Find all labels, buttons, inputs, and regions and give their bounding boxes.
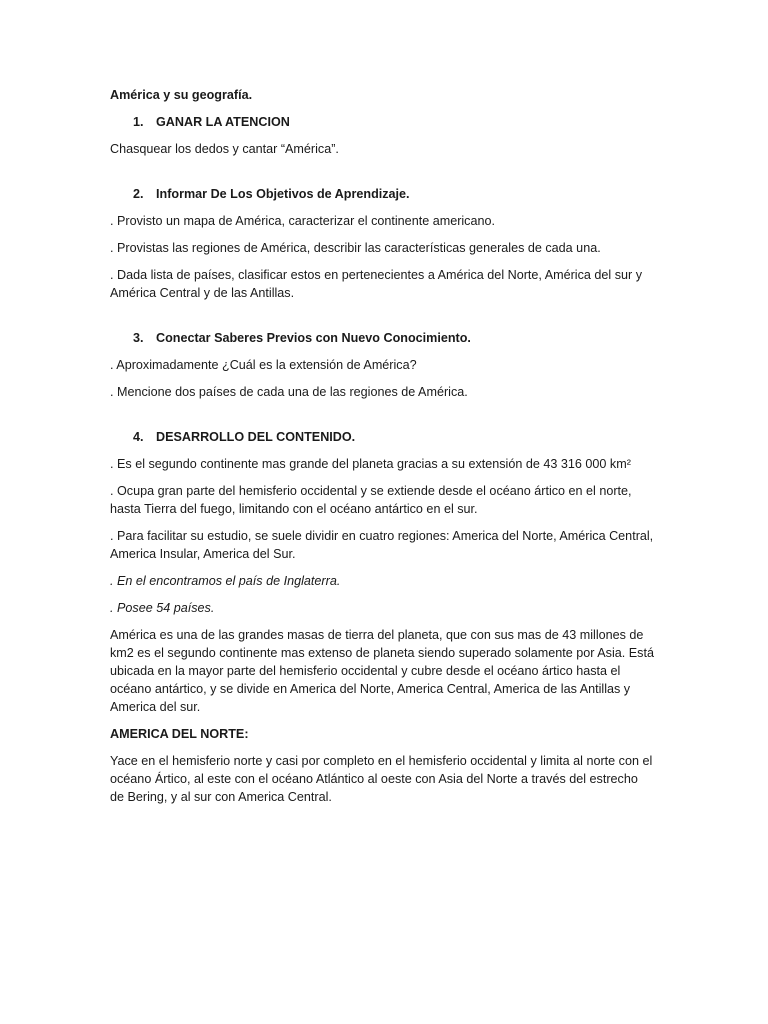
section-3-item: . Mencione dos países de cada una de las regiones de América.	[110, 385, 468, 399]
section-3-item: . Aproximadamente ¿Cuál es la extensión de América?	[110, 358, 417, 372]
section-4-italic-item: . Posee 54 países.	[110, 601, 215, 615]
document-title: América y su geografía.	[110, 88, 253, 102]
section-4-number: 4.	[133, 430, 144, 444]
north-america-paragraph: Yace en el hemisferio norte y casi por completo en el hemisferio occidental y limita al norte con el océano Ártico, al este con el océano Atlántico al oeste con Asia del Norte a través del estrecho de Bering, y al sur con America Central.	[110, 754, 653, 804]
section-4-title: DESARROLLO DEL CONTENIDO.	[156, 430, 356, 444]
section-1-title: GANAR LA ATENCION	[156, 115, 290, 129]
section-2-title: Informar De Los Objetivos de Aprendizaje.	[156, 187, 410, 201]
section-2-item: . Dada lista de países, clasificar estos en pertenecientes a América del Norte, América del sur y América Central y de las Antillas.	[110, 268, 642, 300]
section-4-item: . Ocupa gran parte del hemisferio occidental y se extiende desde el océano ártico en el norte, hasta Tierra del fuego, limitando con el océano antártico en el sur.	[110, 484, 632, 516]
section-3-heading	[133, 329, 655, 347]
section-4-italic-item: . En el encontramos el país de Inglaterra.	[110, 574, 341, 588]
section-3-number: 3.	[133, 331, 144, 345]
section-4-item: . Es el segundo continente mas grande del planeta gracias a su extensión de 43 316 000 km²	[110, 457, 631, 471]
section-3-title: Conectar Saberes Previos con Nuevo Conocimiento.	[156, 331, 471, 345]
north-america-subheading: AMERICA DEL NORTE:	[110, 727, 249, 741]
section-2-item: . Provisto un mapa de América, caracterizar el continente americano.	[110, 214, 495, 228]
document-page	[110, 86, 655, 815]
section-1-text: Chasquear los dedos y cantar “América”.	[110, 142, 339, 156]
section-2-item: . Provistas las regiones de América, describir las características generales de cada una.	[110, 241, 601, 255]
section-4-heading	[133, 428, 655, 446]
section-4-item: . Para facilitar su estudio, se suele dividir en cuatro regiones: America del Norte, América Central, America Insular, America del Sur.	[110, 529, 654, 561]
section-2-number: 2.	[133, 187, 144, 201]
section-2-heading	[133, 185, 655, 203]
section-4-paragraph: América es una de las grandes masas de tierra del planeta, que con sus mas de 43 millones de km2 es el segundo continente mas extenso de planeta siendo superado solamente por Asia. Está ubicada en la mayor parte del hemisferio occidental y cubre desde el océano ártico hasta el océano antártico, y se divide en America del Norte, America Central, America de las Antillas y America del sur.	[110, 628, 654, 714]
section-1-heading	[133, 113, 655, 131]
section-1-number: 1.	[133, 115, 144, 129]
